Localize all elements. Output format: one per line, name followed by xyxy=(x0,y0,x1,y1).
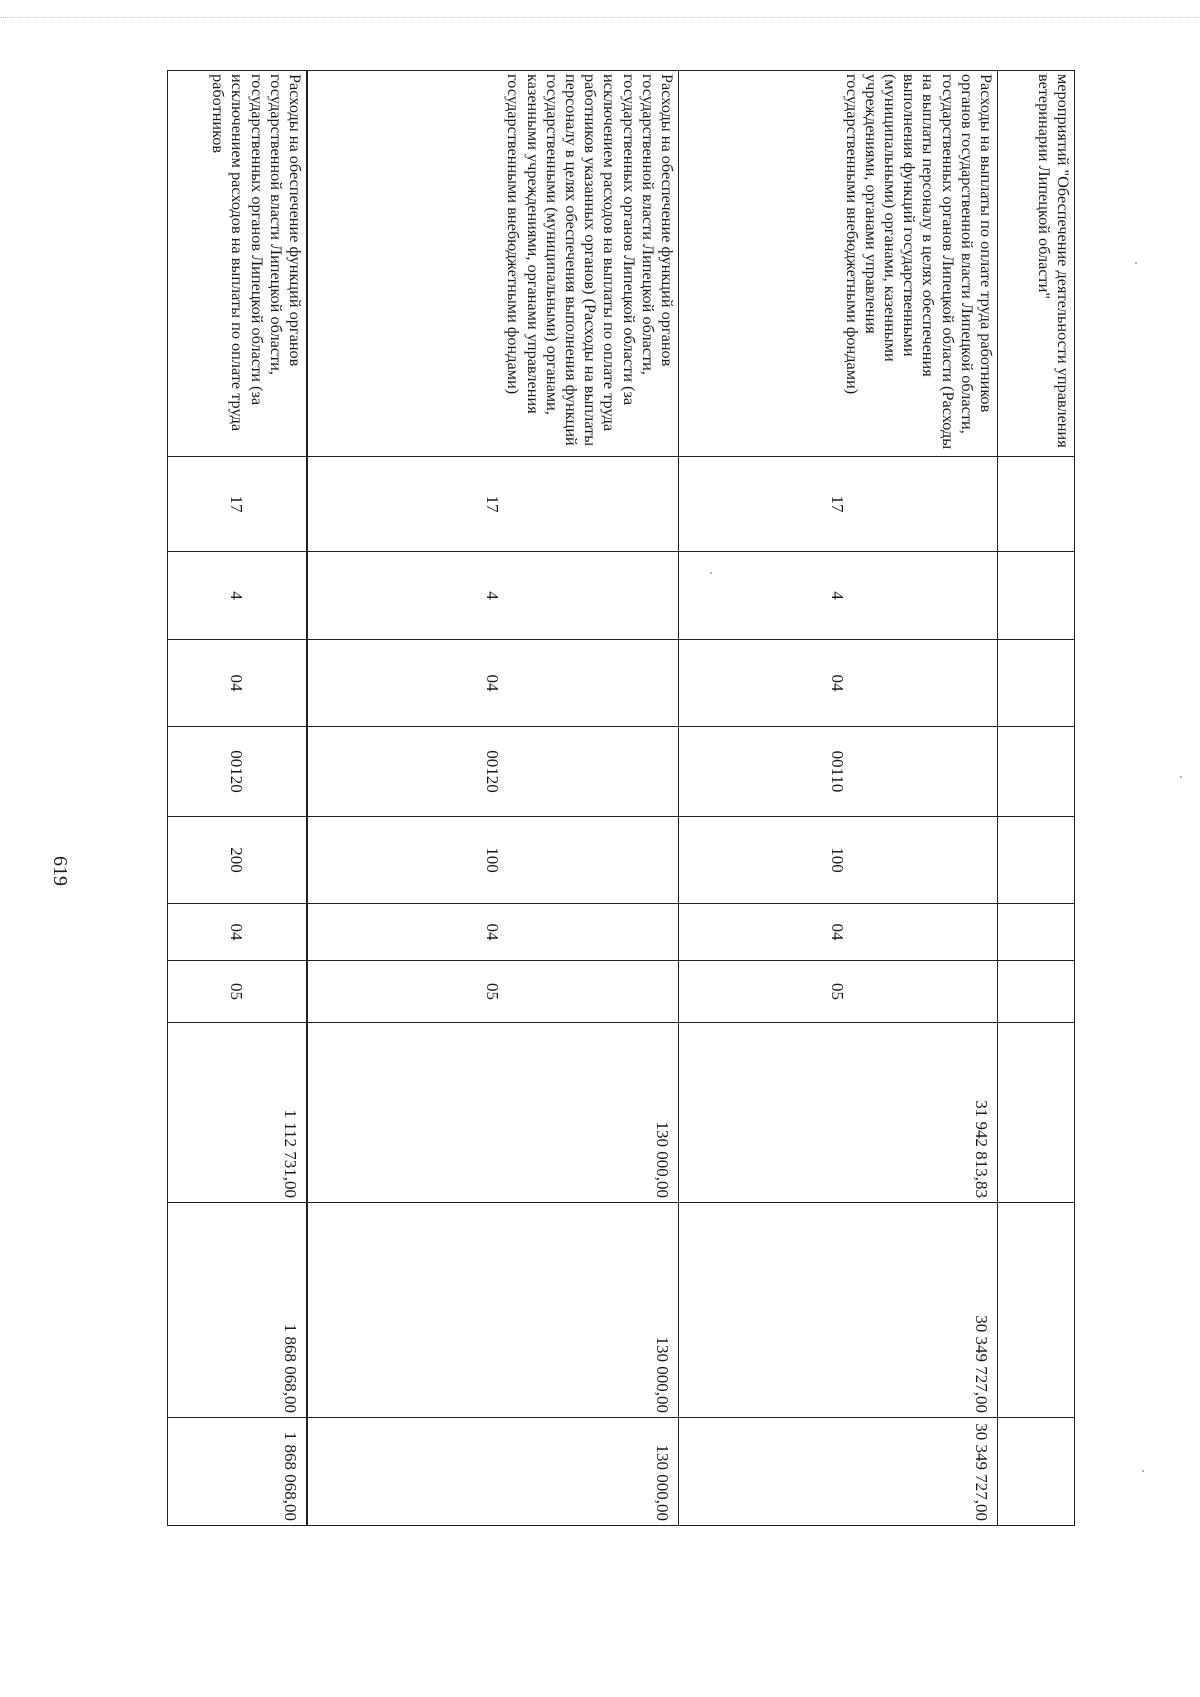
cell-okved2: 05 xyxy=(168,961,308,1023)
cell-subsection: 04 xyxy=(307,640,679,727)
cell-expense-type: 100 xyxy=(307,817,679,904)
cell-okved2: 05 xyxy=(307,961,679,1023)
cell-okved2 xyxy=(998,961,1075,1023)
cell-target: 00120 xyxy=(168,727,308,817)
cell-year-3 xyxy=(998,1418,1075,1526)
cell-name: Расходы на обеспечение функций органов государственной власти Липецкой области, государственных органов Липецкой области (за исключением расходов на выплаты по оплате труда работников xyxy=(168,71,308,457)
table-row xyxy=(307,71,679,1526)
cell-expense-type xyxy=(998,817,1075,904)
cell-gov: 17 xyxy=(168,457,308,552)
scan-speck xyxy=(710,572,712,574)
table-row xyxy=(168,71,308,1526)
scan-speck xyxy=(1135,262,1137,264)
cell-subsection xyxy=(998,640,1075,727)
cell-target: 00110 xyxy=(679,727,998,817)
cell-okved1 xyxy=(998,904,1075,961)
cell-okved1: 04 xyxy=(679,904,998,961)
cell-section: 4 xyxy=(307,552,679,640)
cell-target xyxy=(998,727,1075,817)
cell-name: Расходы на обеспечение функций органов государственной власти Липецкой области, государственных органов Липецкой области (за исключением расходов на выплаты по оплате труда работников указанных органов) (Расходы на выплаты персоналу в целях обеспечения выполнения функций государственными (муниципальными) органами, казенными учреждениями, органами управления государственными внебюджетными фондами) xyxy=(307,71,679,457)
cell-subsection: 04 xyxy=(168,640,308,727)
cell-name: мероприятий "Обеспечение деятельности управления ветеринарии Липецкой области" xyxy=(998,71,1075,457)
cell-target: 00120 xyxy=(307,727,679,817)
cell-gov: 17 xyxy=(679,457,998,552)
cell-year-3: 30 349 727,00 xyxy=(679,1418,998,1526)
table-row xyxy=(679,71,998,1526)
cell-gov xyxy=(998,457,1075,552)
scan-speck xyxy=(1180,776,1182,778)
budget-table xyxy=(167,70,1075,1526)
scan-speck xyxy=(1142,1470,1144,1472)
top-scan-rule xyxy=(0,17,1200,18)
cell-okved2: 05 xyxy=(679,961,998,1023)
cell-expense-type: 100 xyxy=(679,817,998,904)
cell-subsection: 04 xyxy=(679,640,998,727)
cell-name: Расходы на выплаты по оплате труда работников органов государственной власти Липецкой области, государственных органов Липецкой области (Расходы на выплаты персоналу в целях обеспечения выполнения функций государственными (муниципальными) органами, казенными учреждениями, органами управления государственными внебюджетными фондами) xyxy=(679,71,998,457)
cell-year-2: 30 349 727,00 xyxy=(679,1203,998,1418)
cell-year-2 xyxy=(998,1203,1075,1418)
table-row xyxy=(998,71,1075,1526)
cell-okved1: 04 xyxy=(307,904,679,961)
cell-section: 4 xyxy=(168,552,308,640)
cell-year-3: 130 000,00 xyxy=(307,1418,679,1526)
cell-year-3: 1 868 068,00 xyxy=(168,1418,308,1526)
budget-table-rotated xyxy=(167,70,1075,1525)
cell-okved1: 04 xyxy=(168,904,308,961)
cell-year-1: 31 942 813,83 xyxy=(679,1023,998,1203)
cell-section xyxy=(998,552,1075,640)
page-number: 619 xyxy=(49,856,71,886)
cell-year-2: 130 000,00 xyxy=(307,1203,679,1418)
cell-year-1 xyxy=(998,1023,1075,1203)
cell-year-1: 1 112 731,00 xyxy=(168,1023,308,1203)
cell-gov: 17 xyxy=(307,457,679,552)
cell-expense-type: 200 xyxy=(168,817,308,904)
cell-section: 4 xyxy=(679,552,998,640)
cell-year-1: 130 000,00 xyxy=(307,1023,679,1203)
cell-year-2: 1 868 068,00 xyxy=(168,1203,308,1418)
